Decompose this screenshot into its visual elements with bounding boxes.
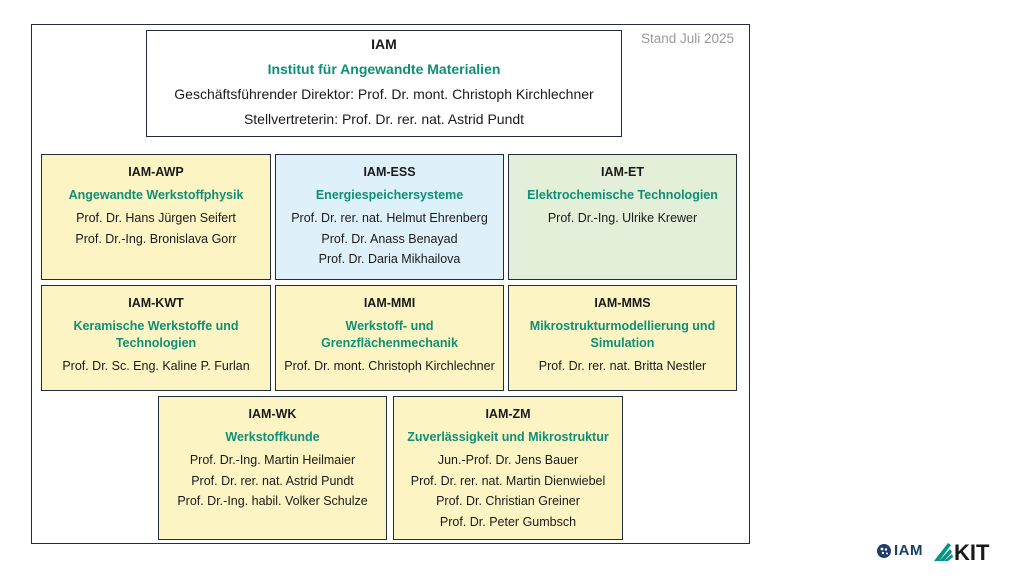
unit-people-list [42,208,270,249]
unit-people-list [42,356,270,377]
unit-code: IAM-WK [248,407,297,421]
unit-people-list [394,450,622,532]
unit-person: Prof. Dr. Christian Greiner [436,494,580,508]
unit-person: Prof. Dr. rer. nat. Britta Nestler [538,359,707,373]
unit-code: IAM-ET [600,165,645,179]
unit-person: Prof. Dr. rer. nat. Astrid Pundt [191,473,354,488]
unit-box-ess [275,154,504,280]
unit-person: Prof. Dr. mont. Christoph Kirchlechner [284,359,495,373]
unit-box-zm [393,396,623,540]
date-stamp: Stand Juli 2025 [641,31,735,46]
unit-name: Angewandte Werkstoffphysik [68,188,244,202]
iam-logo-label: IAM [894,542,923,559]
unit-people-list [509,356,736,377]
unit-box-mms [508,285,737,391]
unit-person: Jun.-Prof. Dr. Jens Bauer [437,453,579,467]
unit-people-list [276,356,503,377]
unit-person: Prof. Dr.-Ing. habil. Volker Schulze [177,494,368,508]
unit-name: Zuverlässigkeit und Mikrostruktur [407,430,609,444]
unit-person: Prof. Dr. Peter Gumbsch [439,514,577,529]
unit-person: Prof. Dr.-Ing. Martin Heilmaier [189,453,356,467]
unit-person: Prof. Dr. Hans Jürgen Seifert [76,211,236,225]
institute-code: IAM [371,36,397,52]
unit-person: Prof. Dr. rer. nat. Helmut Ehrenberg [291,211,488,225]
unit-code: IAM-ZM [485,407,531,421]
unit-name: Elektrochemische Technologien [527,188,718,202]
unit-code: IAM-KWT [128,296,184,310]
unit-name: Energiespeichersysteme [315,188,464,202]
unit-person: Prof. Dr. Sc. Eng. Kaline P. Furlan [62,359,250,373]
unit-box-wk [158,396,387,540]
unit-people-list [509,208,736,229]
unit-code: IAM-AWP [128,165,184,179]
unit-name: Werkstoff- und Grenzflächenmechanik [321,319,458,350]
unit-person: Prof. Dr. Daria Mikhailova [318,252,461,266]
unit-box-awp [41,154,271,280]
unit-people-list [159,450,386,512]
institute-director: Geschäftsführender Direktor: Prof. Dr. mont. Christoph Kirchlechner [174,86,594,102]
unit-box-et [508,154,737,280]
unit-name: Werkstoffkunde [225,430,320,444]
unit-code: IAM-MMI [363,296,416,310]
unit-name: Keramische Werkstoffe und Technologien [73,319,239,350]
footer-logos [876,537,996,565]
unit-box-mmi [275,285,504,391]
kit-logo [934,539,996,563]
institute-name: Institut für Angewandte Materialien [267,61,501,77]
unit-people-list [276,208,503,270]
kit-logo-label: KIT [954,540,990,563]
unit-box-kwt [41,285,271,391]
iam-globe-icon [876,543,892,559]
unit-person: Prof. Dr. rer. nat. Martin Dienwiebel [410,473,606,488]
institute-deputy: Stellvertreterin: Prof. Dr. rer. nat. Astrid Pundt [243,111,525,127]
unit-code: IAM-ESS [363,165,416,179]
unit-name: Mikrostrukturmodellierung und Simulation [529,319,716,350]
unit-code: IAM-MMS [594,296,651,310]
unit-person: Prof. Dr.-Ing. Bronislava Gorr [75,231,237,246]
unit-person: Prof. Dr.-Ing. Ulrike Krewer [547,211,698,225]
institute-header-box [146,30,622,137]
unit-person: Prof. Dr. Anass Benayad [321,231,458,246]
